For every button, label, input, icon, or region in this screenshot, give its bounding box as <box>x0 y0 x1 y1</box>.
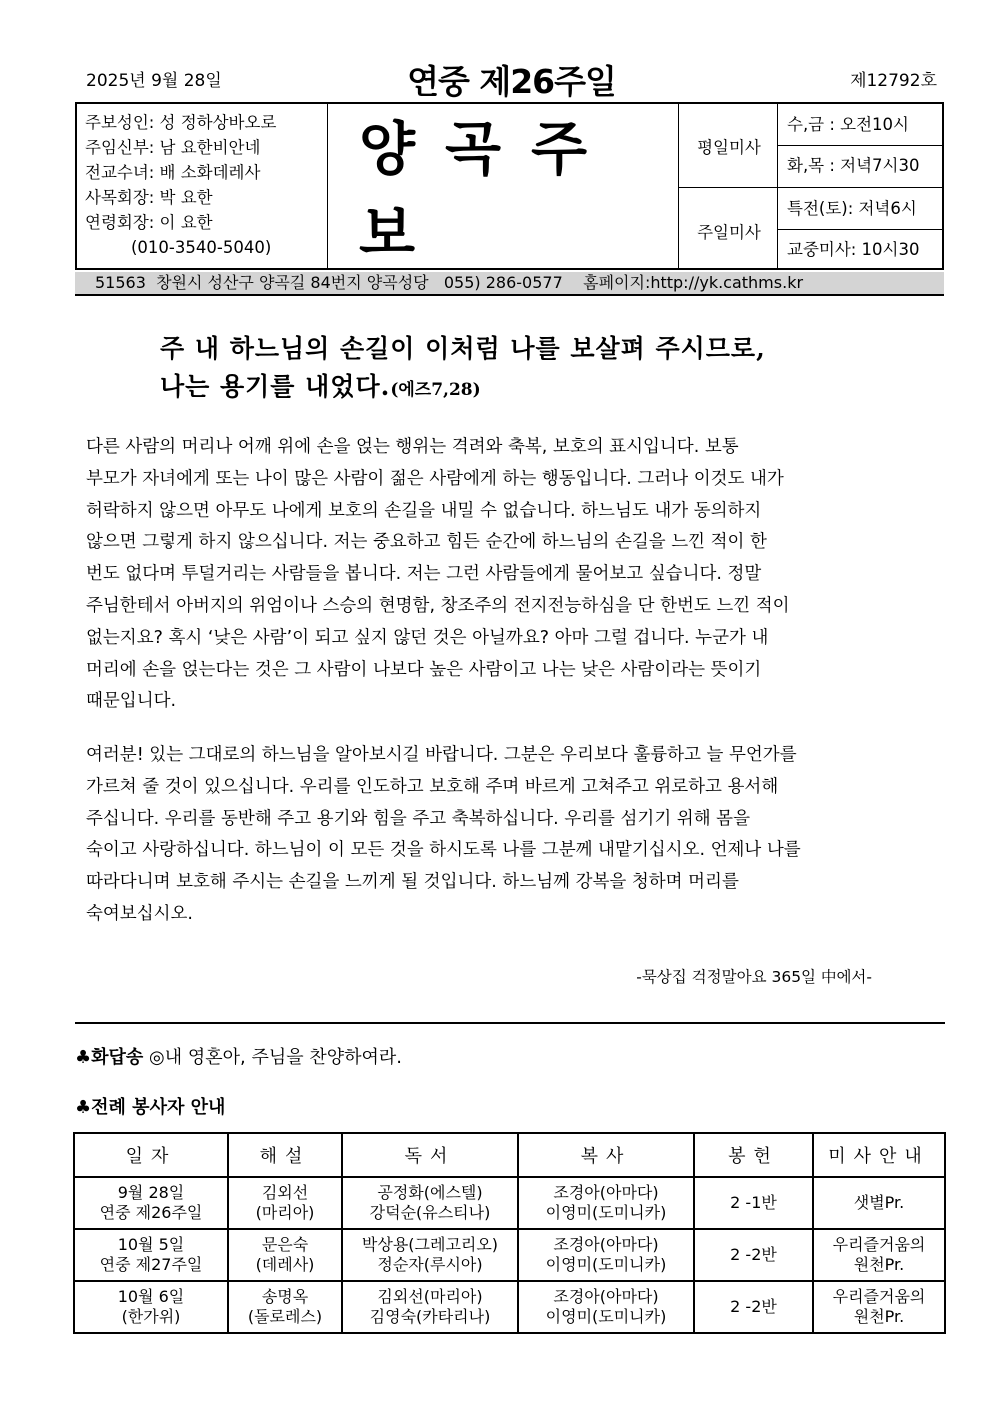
text-line: 주십니다. 우리를 동반해 주고 용기와 힘을 주고 축복하십니다. 우리를 섬기기 위해 몸을 <box>86 808 750 829</box>
reflection-paragraph-2 <box>86 740 926 931</box>
offering-cell: 2 -2반 <box>694 1229 813 1281</box>
verse-line: 주 내 하느님의 손길이 이처럼 나를 보살펴 주시므로, <box>160 334 766 363</box>
text-line: 허락하지 않으면 아무도 나에게 보호의 손길을 내밀 수 없습니다. 하느님도 내가 동의하지 <box>86 500 762 521</box>
sunday-time: 특전(토): 저녁6시 <box>787 199 917 218</box>
text-line: 부모가 자녀에게 또는 나이 많은 사람이 젊은 사람에게 하는 행동입니다. 그러나 이것도 내가 <box>86 468 784 489</box>
staff-line: 주임신부: 남 요한비안네 <box>85 138 261 157</box>
header-bar <box>86 56 937 102</box>
column-header: 독서 <box>342 1133 518 1177</box>
text-line: 때문입니다. <box>86 691 177 712</box>
masthead <box>75 102 944 270</box>
psalm-label: ♣화답송 <box>75 1047 144 1068</box>
commentary-cell: 송명옥 (돌로레스) <box>228 1281 342 1333</box>
staff-line: 주보성인: 성 정하상바오로 <box>85 113 277 132</box>
column-header: 미사안내 <box>813 1133 945 1177</box>
table-header-row <box>74 1133 945 1177</box>
text-line: 않으면 그렇게 하지 않으십니다. 저는 중요하고 힘든 순간에 하느님의 손길을 느낀 적이 한 <box>86 532 767 553</box>
weekday-mass-label: 평일미사 <box>697 138 761 157</box>
sunday-mass-label: 주일미사 <box>697 223 761 242</box>
psalm-text: ◎내 영혼아, 주님을 찬양하여라. <box>143 1047 403 1068</box>
issue-number: 제12792호 <box>850 71 937 91</box>
divider <box>678 104 679 268</box>
column-header: 복사 <box>518 1133 694 1177</box>
offering-cell: 2 -1반 <box>694 1177 813 1229</box>
staff-list <box>85 110 276 260</box>
column-header: 일자 <box>74 1133 228 1177</box>
text-line: 주님한테서 아버지의 위엄이나 스승의 현명함, 창조주의 전지전능하심을 단 한번도 느낀 적이 <box>86 595 790 616</box>
server-cell: 조경아(아마다) 이영미(도미니카) <box>518 1229 694 1281</box>
weekday-time: 화,목 : 저녁7시30 <box>787 156 920 175</box>
text-line: 머리에 손을 얹는다는 것은 그 사람이 나보다 높은 사람이고 나는 낮은 사람이라는 뜻이기 <box>86 659 762 680</box>
guide-cell: 샛별Pr. <box>813 1177 945 1229</box>
liturgy-service-table <box>73 1132 946 1334</box>
source-signature: -묵상집 걱정말아요 365일 中에서- <box>636 968 872 986</box>
issue-date: 2025년 9월 28일 <box>86 71 222 91</box>
address-bar: 51563 창원시 성산구 양곡길 84번지 양곡성당 055) 286-0577 홈페이지:http://yk.cathms.kr <box>75 272 944 296</box>
text-line: 숙여보십시오. <box>86 903 193 924</box>
phone-number: (010-3540-5040) <box>131 238 272 257</box>
reading-cell: 김외선(마리아) 김영숙(카타리나) <box>342 1281 518 1333</box>
page-title: 연중 제26주일 <box>407 62 616 101</box>
commentary-cell: 김외선 (마리아) <box>228 1177 342 1229</box>
table-row <box>74 1281 945 1333</box>
text-line: 번도 없다며 투덜거리는 사람들을 봅니다. 저는 그런 사람들에게 물어보고 싶습니다. 정말 <box>86 564 762 585</box>
text-line: 없는지요? 혹시 ‘낮은 사람’이 되고 싶지 않던 것은 아닐까요? 아마 그럴 겁니다. 누군가 내 <box>86 627 769 648</box>
staff-line: 연령회장: 이 요한 <box>85 213 213 232</box>
weekday-time: 수,금 : 오전10시 <box>787 115 909 134</box>
guide-cell: 우리즐거움의 원천Pr. <box>813 1229 945 1281</box>
reading-cell: 공정화(에스텔) 강덕순(유스티나) <box>342 1177 518 1229</box>
column-header: 봉헌 <box>694 1133 813 1177</box>
text-line: 숙이고 사랑하십니다. 하느님이 이 모든 것을 하시도록 나를 그분께 내맡기십시오. 언제나 나를 <box>86 840 801 861</box>
date-cell: 10월 5일 연중 제27주일 <box>74 1229 228 1281</box>
server-cell: 조경아(아마다) 이영미(도미니카) <box>518 1281 694 1333</box>
guide-cell: 우리즐거움의 원천Pr. <box>813 1281 945 1333</box>
verse-line: 나는 용기를 내었다. <box>160 372 391 401</box>
responsorial-psalm <box>75 1043 402 1069</box>
scripture-verse <box>160 330 766 409</box>
service-section-title: ♣전례 봉사자 안내 <box>75 1097 226 1118</box>
text-line: 따라다니며 보호해 주시는 손길을 느끼게 될 것입니다. 하느님께 강복을 청하며 머리를 <box>86 872 739 893</box>
commentary-cell: 문은숙 (데레사) <box>228 1229 342 1281</box>
date-cell: 10월 6일 (한가위) <box>74 1281 228 1333</box>
server-cell: 조경아(아마다) 이영미(도미니카) <box>518 1177 694 1229</box>
divider <box>327 104 328 268</box>
offering-cell: 2 -2반 <box>694 1281 813 1333</box>
sunday-time: 교중미사: 10시30 <box>787 240 920 259</box>
verse-reference: (에즈7,28) <box>390 380 481 400</box>
table-row <box>74 1177 945 1229</box>
text-line: 가르쳐 줄 것이 있으십니다. 우리를 인도하고 보호해 주며 바르게 고쳐주고 위로하고 용서해 <box>86 776 779 797</box>
text-line: 여러분! 있는 그대로의 하느님을 알아보시길 바랍니다. 그분은 우리보다 훌륭하고 늘 무언가를 <box>86 745 797 765</box>
text-line: 다른 사람의 머리나 어깨 위에 손을 얹는 행위는 격려와 축복, 보호의 표시입니다. 보통 <box>86 437 739 457</box>
staff-line: 사목회장: 박 요한 <box>85 188 213 207</box>
staff-line: 전교수녀: 배 소화데레사 <box>85 163 261 182</box>
date-cell: 9월 28일 연중 제26주일 <box>74 1177 228 1229</box>
table-row <box>74 1229 945 1281</box>
reading-cell: 박상용(그레고리오) 정순자(루시아) <box>342 1229 518 1281</box>
column-header: 해설 <box>228 1133 342 1177</box>
reflection-paragraph-1 <box>86 432 926 718</box>
newsletter-logo: 양곡주보 <box>359 115 618 267</box>
section-divider <box>75 1022 945 1024</box>
